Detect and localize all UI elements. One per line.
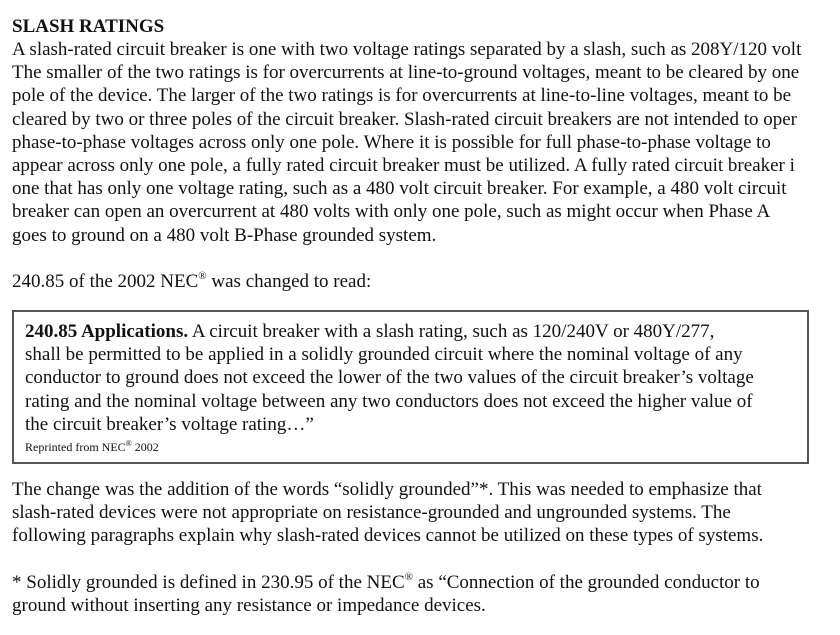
text-line: phase-to-phase voltages across only one pole. Where it is possible for full phase-to-phase voltage to bbox=[12, 131, 771, 153]
text-line: pole of the device. The larger of the two ratings is for overcurrents at line-to-line voltages, meant to be bbox=[12, 85, 792, 107]
code-quote-text bbox=[25, 320, 754, 436]
section-heading: SLASH RATINGS bbox=[12, 16, 165, 37]
text-line: cleared by two or three poles of the circuit breaker. Slash-rated circuit breakers are not intended to oper bbox=[12, 108, 798, 130]
text-line: conductor to ground does not exceed the lower of the two values of the circuit breaker’s voltage bbox=[25, 367, 754, 389]
text-line bbox=[25, 320, 754, 343]
text-line: rating and the nominal voltage between any two conductors does not exceed the higher value of bbox=[25, 390, 753, 412]
document-page bbox=[12, 16, 840, 617]
registered-mark: ® bbox=[125, 439, 132, 448]
text-line: appear across only one pole, a fully rated circuit breaker must be utilized. A fully rated circuit breaker i bbox=[12, 155, 795, 177]
text-line: following paragraphs explain why slash-rated devices cannot be utilized on these types of systems. bbox=[12, 525, 764, 547]
footnote bbox=[12, 571, 760, 617]
intro-text-rest: was changed to read: bbox=[206, 271, 372, 292]
footnote-text: * Solidly grounded is defined in 230.95 of the NEC bbox=[12, 572, 405, 593]
reprint-year: 2002 bbox=[131, 440, 159, 454]
text-line: A slash-rated circuit breaker is one with two voltage ratings separated by a slash, such as 208Y/120 volt bbox=[12, 39, 802, 60]
reprint-text: Reprinted from NEC bbox=[25, 440, 126, 454]
code-quote-box bbox=[12, 310, 809, 464]
text-line: ground without inserting any resistance or impedance devices. bbox=[12, 595, 486, 617]
registered-mark: ® bbox=[198, 270, 207, 282]
code-change-intro bbox=[12, 270, 371, 293]
registered-mark: ® bbox=[404, 571, 413, 583]
text-line: goes to ground on a 480 volt B-Phase grounded system. bbox=[12, 224, 437, 246]
paragraph-change-explanation bbox=[12, 478, 763, 548]
text-line: The smaller of the two ratings is for overcurrents at line-to-ground voltages, meant to be cleared by one bbox=[12, 62, 800, 84]
intro-text: 240.85 of the 2002 NEC bbox=[12, 271, 199, 292]
footnote-text-rest: as “Connection of the grounded conductor to bbox=[413, 572, 760, 593]
quote-line-rest: A circuit breaker with a slash rating, such as 120/240V or 480Y/277, bbox=[188, 321, 715, 342]
text-line: the circuit breaker’s voltage rating…” bbox=[25, 413, 314, 435]
paragraph-slash-definition bbox=[12, 38, 801, 247]
text-line: shall be permitted to be applied in a solidly grounded circuit where the nominal voltage of any bbox=[25, 344, 743, 366]
reprint-credit bbox=[25, 440, 159, 455]
text-line: slash-rated devices were not appropriate on resistance-grounded and ungrounded systems. The bbox=[12, 502, 731, 524]
text-line: one that has only one voltage rating, such as a 480 volt circuit breaker. For example, a 480 volt circuit bbox=[12, 178, 787, 200]
text-line: The change was the addition of the words “solidly grounded”*. This was needed to emphasize that bbox=[12, 479, 762, 500]
text-line: breaker can open an overcurrent at 480 volts with only one pole, such as might occur when Phase A bbox=[12, 201, 771, 223]
quote-section-title: 240.85 Applications. bbox=[25, 321, 189, 342]
text-line bbox=[12, 571, 760, 594]
